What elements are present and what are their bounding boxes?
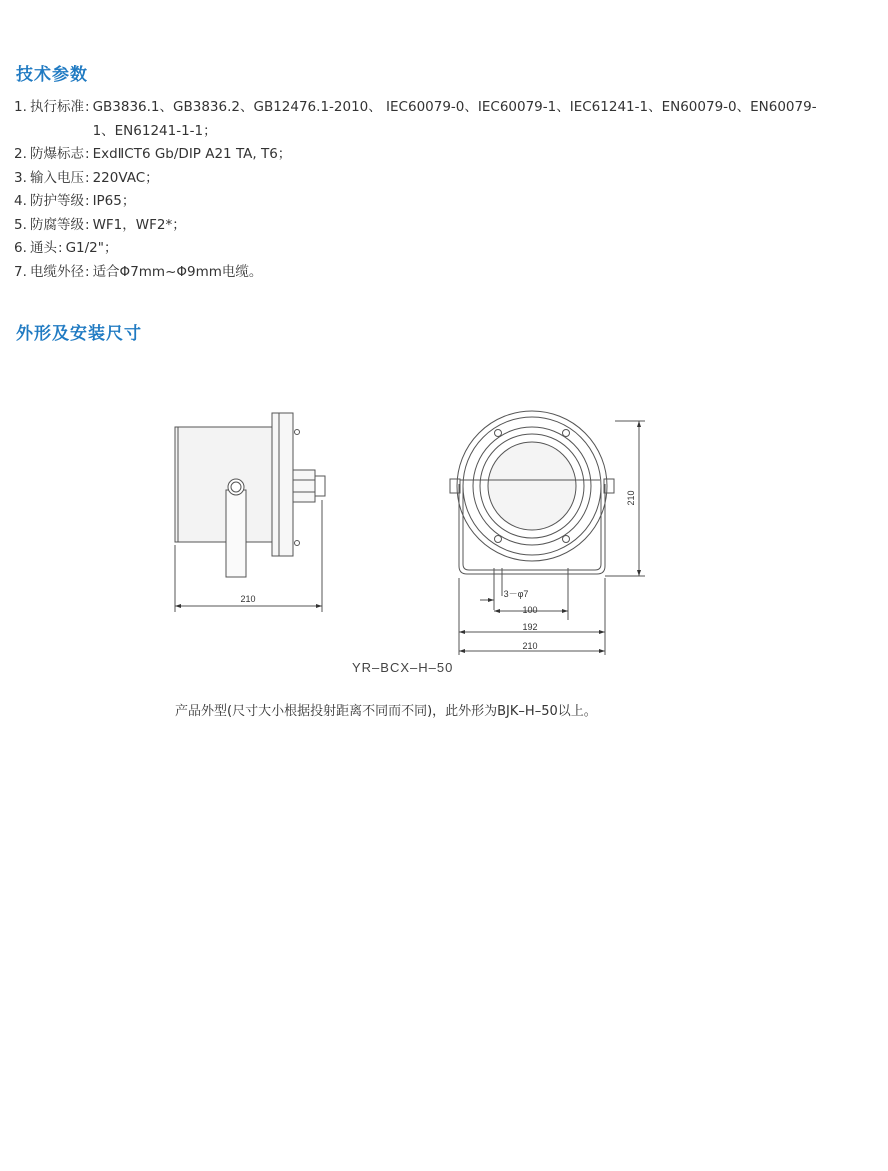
side-width-label: 210 [240,594,256,604]
hole-label: 3－φ7 [503,589,529,599]
param-label: 防腐等级 [30,216,84,233]
param-value: IP65； [92,193,136,209]
param-item [14,237,874,261]
dim-210-label: 210 [522,641,538,651]
param-colon: : [85,263,90,280]
param-value: GB3836.1、GB3836.2、GB12476.1-2010、 IEC60079-0、IEC60079-1、IEC61241-1、EN60079-0、EN60079-1、EN61241-1-1； [92,99,817,139]
param-label: 防护等级 [30,193,84,209]
param-item [14,214,874,238]
model-label: YR–BCX–H–50 [352,660,454,675]
param-value: 适合Φ7mm~Φ9mm电缆。 [92,263,263,280]
dim-192-label: 192 [522,622,538,632]
param-number: 2. [14,146,27,162]
dim-100-label: 100 [522,605,538,615]
param-number: 1. [14,99,27,115]
param-colon: : [85,216,90,233]
param-value: ExdⅡCT6 Gb/DIP A21 TA, T6； [92,146,292,162]
param-label: 防爆标志 [30,146,84,162]
param-value: 220VAC； [92,169,159,186]
section-title-tech-params: 技术参数 [16,65,88,85]
section-title-dimensions: 外形及安装尺寸 [16,324,142,344]
param-number: 4. [14,193,27,209]
param-number: 3. [14,169,27,186]
param-number: 6. [14,240,27,256]
param-colon: : [85,169,90,186]
param-label: 通头 [30,240,57,256]
param-label: 输入电压 [30,169,84,186]
param-label: 电缆外径 [30,263,84,280]
figure-caption: 产品外型(尺寸大小根据投射距离不同而不同)，此外形为BJK–H–50以上。 [175,704,597,719]
param-label: 执行标准 [30,99,84,115]
param-number: 5. [14,216,27,233]
param-number: 7. [14,263,27,280]
param-list [14,96,874,284]
param-colon: : [85,99,90,115]
side-view-drawing [175,413,325,612]
param-colon: : [85,193,90,209]
front-height-label: 210 [626,490,636,506]
param-value: WF1，WF2*； [92,216,186,233]
technical-drawing [0,390,888,690]
param-value: G1/2"； [65,240,118,256]
param-item [14,96,874,143]
front-view-drawing [450,411,645,655]
param-item [14,143,874,167]
param-item [14,167,874,191]
param-item [14,261,874,285]
param-colon: : [85,146,90,162]
param-colon: : [58,240,63,256]
param-item [14,190,874,214]
